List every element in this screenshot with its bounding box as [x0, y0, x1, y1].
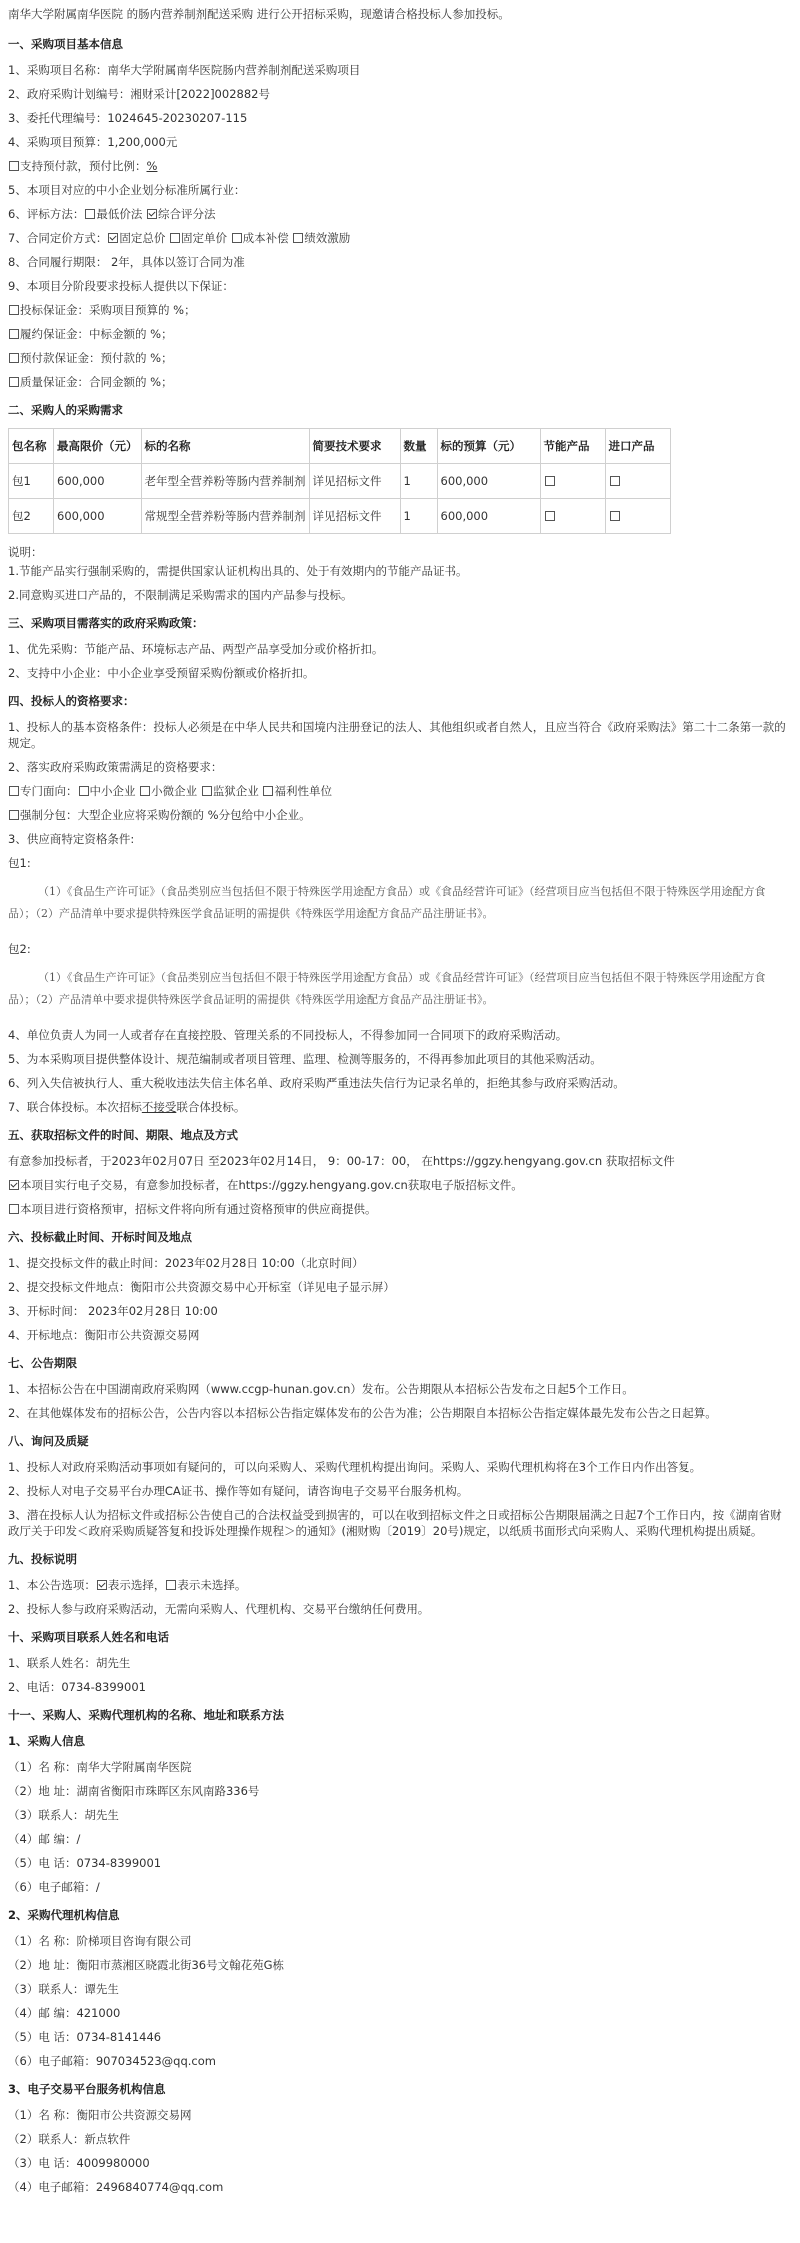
cost-comp-checkbox[interactable]: [232, 233, 242, 243]
package-2-label: 包2:: [8, 942, 31, 956]
platform-phone: （3）电 话：4009980000: [8, 2156, 150, 2170]
table-header-row: [9, 429, 671, 464]
package-1-requirements: （1）《食品生产许可证》（食品类别应当包括但不限于特殊医学用途配方食品）或《食品经营许可证》（经营项目应当包括但不限于特殊医学用途配方食品）；（2）产品清单中要求提供特殊医学食品证明的需提供《特殊医学用途配方食品产品注册证书》。: [8, 885, 766, 920]
contact-name: 1、联系人姓名：胡先生: [8, 1656, 131, 1670]
platform-name: （1）名 称：衡阳市公共资源交易网: [8, 2108, 192, 2122]
consortium-value: 不接受: [141, 1100, 177, 1114]
note-2: 2.同意购买进口产品的，不限制满足采购需求的国内产品参与投标。: [8, 588, 353, 602]
perf-guarantee-label: 履约保证金：中标金额的 %；: [20, 327, 173, 341]
agency-info-title: 2、采购代理机构信息: [8, 1908, 120, 1922]
table-row: [9, 464, 671, 499]
notice-period-2: 2、在其他媒体发布的招标公告，公告内容以本招标公告指定媒体发布的公告为准；公告期限自本招标公告指定媒体最先发布公告之日起算。: [8, 1406, 717, 1420]
col-energy-saving: 节能产品: [540, 429, 605, 464]
perf-guarantee-checkbox[interactable]: [9, 329, 19, 339]
opening-time: 3、开标时间： 2023年02月28日 10:00: [8, 1304, 218, 1318]
plan-number: 2、政府采购计划编号：湘财采计[2022]002882号: [8, 87, 270, 101]
prison-label: 监狱企业: [212, 784, 259, 798]
prepayment-line: [8, 158, 790, 174]
imported-checkbox[interactable]: [610, 476, 620, 486]
welfare-checkbox[interactable]: [263, 786, 273, 796]
agency-number: 3、委托代理编号：1024645-20230207-115: [8, 111, 248, 125]
policy-1: 1、优先采购：节能产品、环境标志产品、两型产品享受加分或价格折扣。: [8, 642, 384, 656]
notice-period-1: 1、本招标公告在中国湖南政府采购网（www.ccgp-hunan.gov.cn）发布。公告期限从本招标公告发布之日起5个工作日。: [8, 1382, 634, 1396]
prepay-guarantee-label: 预付款保证金：预付款的 %；: [20, 351, 173, 365]
cell-max-price: 600,000: [54, 464, 142, 499]
pricing-method: [8, 230, 790, 246]
section-1-title: 一、采购项目基本信息: [8, 37, 123, 51]
purchaser-name: （1）名 称：南华大学附属南华医院: [8, 1760, 192, 1774]
consortium-line: [8, 1099, 790, 1115]
section-3-title: 三、采购项目需落实的政府采购政策：: [8, 616, 204, 630]
cell-item-name: 老年型全营养粉等肠内营养制剂: [141, 464, 309, 499]
purchaser-info-title: 1、采购人信息: [8, 1734, 86, 1748]
sme-checkbox[interactable]: [79, 786, 89, 796]
cell-item-name: 常规型全营养粉等肠内营养制剂: [141, 499, 309, 534]
section-9-title: 九、投标说明: [8, 1552, 77, 1566]
performance-label: 绩效激励: [304, 231, 351, 245]
electronic-label: 本项目实行电子交易，有意参加投标者，在https://ggzy.hengyang.gov.cn获取电子版招标文件。: [20, 1178, 523, 1192]
package-1-label: 包1:: [8, 856, 31, 870]
prequal-checkbox[interactable]: [9, 1204, 19, 1214]
electronic-checkbox[interactable]: [9, 1180, 19, 1190]
guarantee-bid: [8, 302, 790, 318]
prequal-label: 本项目进行资格预审，招标文件将向所有通过资格预审的供应商提供。: [20, 1202, 377, 1216]
prepayment-label: 支持预付款，预付比例：: [20, 159, 147, 173]
purchaser-email: （6）电子邮箱：/: [8, 1880, 100, 1894]
lowest-price-checkbox[interactable]: [85, 209, 95, 219]
prepay-guarantee-checkbox[interactable]: [9, 353, 19, 363]
section-4-title: 四、投标人的资格要求：: [8, 694, 135, 708]
fixed-total-checkbox[interactable]: [108, 233, 118, 243]
purchaser-phone: （5）电 话：0734-8399001: [8, 1856, 162, 1870]
cost-comp-label: 成本补偿: [242, 231, 289, 245]
option-legend: [8, 1577, 790, 1593]
evaluation-method: [8, 206, 790, 222]
section-6-title: 六、投标截止时间、开标时间及地点: [8, 1230, 192, 1244]
agency-email: （6）电子邮箱：907034523@qq.com: [8, 2054, 216, 2068]
purchaser-address: （2）地 址：湖南省衡阳市珠晖区东风南路336号: [8, 1784, 260, 1798]
guarantee-quality: [8, 374, 790, 390]
col-imported: 进口产品: [605, 429, 670, 464]
prepayment-checkbox[interactable]: [9, 161, 19, 171]
project-budget: 4、采购项目预算：1,200,000元: [8, 135, 178, 149]
basic-qualification: 1、投标人的基本资格条件：投标人必须是在中华人民共和国境内注册登记的法人、其他组织或者自然人，且应当符合《政府采购法》第二十二条第一款的规定。: [8, 720, 786, 750]
welfare-label: 福利性单位: [274, 784, 332, 798]
cell-tech-req: 详见招标文件: [309, 464, 400, 499]
agency-name: （1）名 称：阶梯项目咨询有限公司: [8, 1934, 192, 1948]
section-8-title: 八、询问及质疑: [8, 1434, 89, 1448]
evaluation-label: 6、评标方法：: [8, 207, 85, 221]
guarantee-performance: [8, 326, 790, 342]
subcontract-label: 强制分包：大型企业应将采购份额的 %分包给中小企业。: [20, 808, 311, 822]
cell-budget: 600,000: [437, 464, 540, 499]
checked-legend-icon: [97, 1580, 107, 1590]
inquiry-1: 1、投标人对政府采购活动事项如有疑问的，可以向采购人、采购代理机构提出询问。采购人、采购代理机构将在3个工作日内作出答复。: [8, 1460, 702, 1474]
policy-2: 2、支持中小企业：中小企业享受预留采购份额或价格折扣。: [8, 666, 315, 680]
purchaser-postcode: （4）邮 编：/: [8, 1832, 81, 1846]
performance-checkbox[interactable]: [293, 233, 303, 243]
dedicated-line: [8, 783, 790, 799]
deadline: 1、提交投标文件的截止时间：2023年02月28日 10:00（北京时间）: [8, 1256, 364, 1270]
qualification-4: 4、单位负责人为同一人或者存在直接控股、管理关系的不同投标人，不得参加同一合同项下的政府采购活动。: [8, 1028, 568, 1042]
option-legend-label: 1、本公告选项：: [8, 1578, 96, 1592]
comprehensive-score-checkbox[interactable]: [147, 209, 157, 219]
col-quantity: 数量: [400, 429, 437, 464]
cell-tech-req: 详见招标文件: [309, 499, 400, 534]
note-title: 说明：: [8, 545, 43, 559]
unchecked-legend-icon: [166, 1580, 176, 1590]
submit-location: 2、提交投标文件地点：衡阳市公共资源交易中心开标室（详见电子显示屏）: [8, 1280, 395, 1294]
policy-qualification: 2、落实政府采购政策需满足的资格要求：: [8, 760, 223, 774]
fixed-unit-checkbox[interactable]: [170, 233, 180, 243]
package-2-requirements: （1）《食品生产许可证》（食品类别应当包括但不限于特殊医学用途配方食品）或《食品经营许可证》（经营项目应当包括但不限于特殊医学用途配方食品）；（2）产品清单中要求提供特殊医学食品证明的需提供《特殊医学用途配方食品产品注册证书》。: [8, 971, 766, 1006]
cell-package: 包2: [9, 499, 54, 534]
prequal-line: [8, 1201, 790, 1217]
col-max-price: 最高限价（元）: [54, 429, 142, 464]
col-tech-req: 简要技术要求: [309, 429, 400, 464]
fixed-unit-label: 固定单价: [180, 231, 227, 245]
table-row: [9, 499, 671, 534]
opening-location: 4、开标地点：衡阳市公共资源交易网: [8, 1328, 200, 1342]
col-budget: 标的预算（元）: [437, 429, 540, 464]
unchecked-legend-text: 表示未选择。: [177, 1578, 247, 1592]
quality-guarantee-label: 质量保证金：合同金额的 %；: [20, 375, 173, 389]
qualification-6: 6、列入失信被执行人、重大税收违法失信主体名单、政府采购严重违法失信行为记录名单的，拒绝其参与政府采购活动。: [8, 1076, 625, 1090]
cell-budget: 600,000: [437, 499, 540, 534]
cell-energy-saving: [540, 499, 605, 534]
platform-email: （4）电子邮箱：2496840774@qq.com: [8, 2180, 224, 2194]
cell-imported: [605, 464, 670, 499]
agency-postcode: （4）邮 编：421000: [8, 2006, 121, 2020]
comprehensive-score-label: 综合评分法: [157, 207, 216, 221]
energy-saving-checkbox[interactable]: [545, 511, 555, 521]
col-item-name: 标的名称: [141, 429, 309, 464]
section-5-title: 五、获取招标文件的时间、期限、地点及方式: [8, 1128, 238, 1142]
subcontract-line: [8, 807, 790, 823]
electronic-line: [8, 1177, 790, 1193]
inquiry-3: 3、潜在投标人认为招标文件或招标公告使自己的合法权益受到损害的，可以在收到招标文件之日或招标公告期限届满之日起7个工作日内，按《湖南省财政厅关于印发＜政府采购质疑答复和投诉处理操作规程＞的通知》(湘财购〔2019〕20号)规定，以纸质书面形式向采购人、采购代理机构提出质疑。: [8, 1508, 782, 1538]
guarantee-title: 9、本项目分阶段要求投标人提供以下保证：: [8, 279, 234, 293]
bid-guarantee-checkbox[interactable]: [9, 305, 19, 315]
consortium-suffix: 联合体投标。: [176, 1100, 246, 1114]
bid-guarantee-label: 投标保证金：采购项目预算的 %；: [20, 303, 196, 317]
qualification-5: 5、为本采购项目提供整体设计、规范编制或者项目管理、监理、检测等服务的，不得再参加此项目的其他采购活动。: [8, 1052, 602, 1066]
contact-phone: 2、电话：0734-8399001: [8, 1680, 146, 1694]
dedicated-label: 专门面向：: [20, 784, 78, 798]
section-10-title: 十、采购项目联系人姓名和电话: [8, 1630, 169, 1644]
cell-imported: [605, 499, 670, 534]
subcontract-checkbox[interactable]: [9, 810, 19, 820]
cell-energy-saving: [540, 464, 605, 499]
agency-contact: （3）联系人：谭先生: [8, 1982, 119, 1996]
pricing-label: 7、合同定价方式：: [8, 231, 108, 245]
cell-quantity: 1: [400, 464, 437, 499]
energy-saving-checkbox[interactable]: [545, 476, 555, 486]
prison-checkbox[interactable]: [202, 786, 212, 796]
quality-guarantee-checkbox[interactable]: [9, 377, 19, 387]
checked-legend-text: 表示选择，: [107, 1578, 166, 1592]
micro-checkbox[interactable]: [140, 786, 150, 796]
specific-qualification: 3、供应商特定资格条件:: [8, 832, 135, 846]
industry-line: 5、本项目对应的中小企业划分标准所属行业：: [8, 183, 246, 197]
requirements-table: [8, 428, 671, 534]
inquiry-2: 2、投标人对电子交易平台办理CA证书、操作等如有疑问，请咨询电子交易平台服务机构。: [8, 1484, 469, 1498]
section-2-title: 二、采购人的采购需求: [8, 403, 123, 417]
cell-quantity: 1: [400, 499, 437, 534]
contract-term: 8、合同履行期限： 2年，具体以签订合同为准: [8, 255, 245, 269]
section-7-title: 七、公告期限: [8, 1356, 77, 1370]
col-package: 包名称: [9, 429, 54, 464]
project-name: 1、采购项目名称：南华大学附属南华医院肠内营养制剂配送采购项目: [8, 63, 361, 77]
obtain-docs-time: 有意参加投标者，于2023年02月07日 至2023年02月14日， 9：00-17：00， 在https://ggzy.hengyang.gov.cn 获取招标文件: [8, 1154, 675, 1168]
guarantee-prepay: [8, 350, 790, 366]
section-11-title: 十一、采购人、采购代理机构的名称、地址和联系方法: [8, 1708, 284, 1722]
agency-phone: （5）电 话：0734-8141446: [8, 2030, 162, 2044]
prepayment-ratio: %: [146, 159, 158, 173]
platform-contact: （2）联系人：新点软件: [8, 2132, 131, 2146]
cell-max-price: 600,000: [54, 499, 142, 534]
cell-package: 包1: [9, 464, 54, 499]
sme-label: 中小企业: [89, 784, 136, 798]
purchaser-contact: （3）联系人：胡先生: [8, 1808, 119, 1822]
dedicated-checkbox[interactable]: [9, 786, 19, 796]
agency-address: （2）地 址：衡阳市蒸湘区晓霞北街36号文翰花苑G栋: [8, 1958, 285, 1972]
imported-checkbox[interactable]: [610, 511, 620, 521]
lowest-price-label: 最低价法: [96, 207, 143, 221]
intro-text: 南华大学附属南华医院 的肠内营养制剂配送采购 进行公开招标采购，现邀请合格投标人参加投标。: [8, 7, 510, 21]
consortium-prefix: 7、联合体投标。本次招标: [8, 1100, 142, 1114]
fixed-total-label: 固定总价: [119, 231, 166, 245]
platform-info-title: 3、电子交易平台服务机构信息: [8, 2082, 166, 2096]
no-fee-note: 2、投标人参与政府采购活动，无需向采购人、代理机构、交易平台缴纳任何费用。: [8, 1602, 430, 1616]
micro-label: 小微企业: [151, 784, 198, 798]
note-1: 1.节能产品实行强制采购的，需提供国家认证机构出具的、处于有效期内的节能产品证书。: [8, 564, 468, 578]
